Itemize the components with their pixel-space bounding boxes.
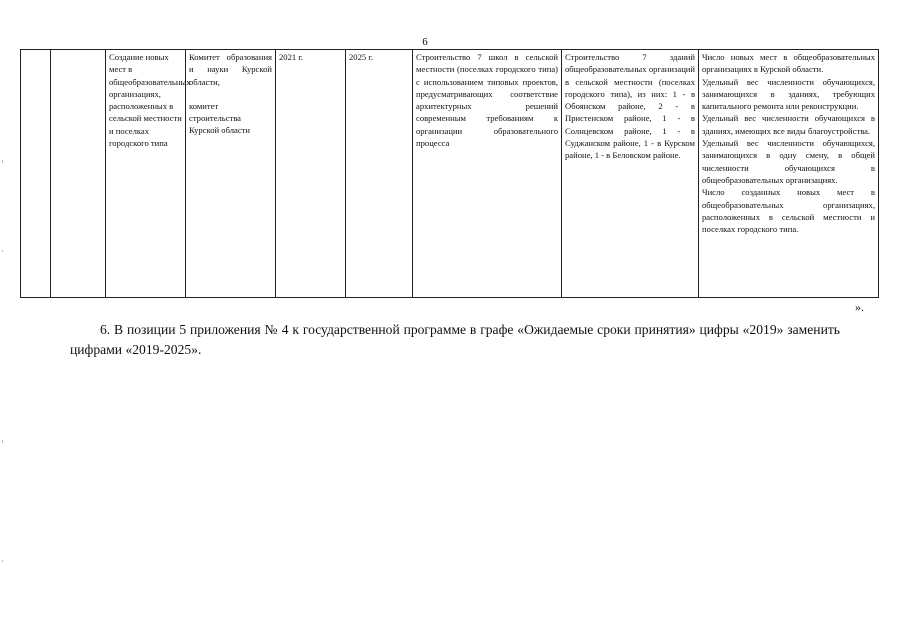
cell-empty-1: [21, 50, 51, 298]
indicator-1: Число новых мест в общеобразовательных организациях в Курской области.: [702, 52, 875, 75]
cell-empty-2: [51, 50, 106, 298]
cell-start-date: 2021 г.: [276, 50, 346, 298]
cell-content: Строительство 7 школ в сельской местности (поселках городского типа) с использованием типовых проектов, предусматривающих соответствие архитектурных решений современным требованиям к организации образовательного процесса: [413, 50, 562, 298]
cell-executor: [186, 50, 276, 298]
indicator-4: Удельный вес численности обучающихся, занимающихся в одну смену, в общей численности обучающихся в общеобразовательных организациях.: [702, 138, 875, 185]
executor-line-1: Комитет образования и науки Курской области,: [189, 52, 272, 87]
indicator-5: Число созданных новых мест в общеобразовательных организациях, расположенных в сельской местности и поселках городского типа.: [702, 187, 875, 235]
amendment-item-6: [70, 320, 840, 360]
indicator-3: Удельный вес численности обучающихся в зданиях, имеющих все виды благоустройства.: [702, 113, 875, 136]
cell-result: Строительство 7 зданий общеобразовательных организаций в сельской местности (поселках городского типа), из них: 1 - в Обоянском районе, 2 - в Пристенском районе, 1 - в Солнцевском районе, 1 - в Суджанском районе, 1 - в Курском районе, 1 - в Беловском районе.: [562, 50, 699, 298]
table-row: [21, 50, 879, 298]
cell-end-date: 2025 г.: [346, 50, 413, 298]
scan-mark: [2, 160, 3, 163]
executor-line-2: комитет строительства Курской области: [189, 100, 251, 136]
page-number: 6: [422, 36, 428, 48]
closing-quote: ».: [855, 300, 864, 314]
program-table: [20, 49, 879, 298]
cell-task: Создание новых мест в общеобразовательных организациях, расположенных в сельской местности и поселках городского типа: [106, 50, 186, 298]
scan-mark: [2, 560, 3, 562]
cell-indicators: [699, 50, 879, 298]
amendment-text: 6. В позиции 5 приложения № 4 к государственной программе в графе «Ожидаемые сроки принятия» цифры «2019» заменить цифрами «2019-2025».: [70, 322, 840, 357]
scan-mark: [2, 440, 3, 443]
scan-mark: [2, 250, 3, 252]
indicator-2: Удельный вес численности обучающихся, занимающихся в зданиях, требующих капитального ремонта или реконструкции.: [702, 76, 875, 112]
